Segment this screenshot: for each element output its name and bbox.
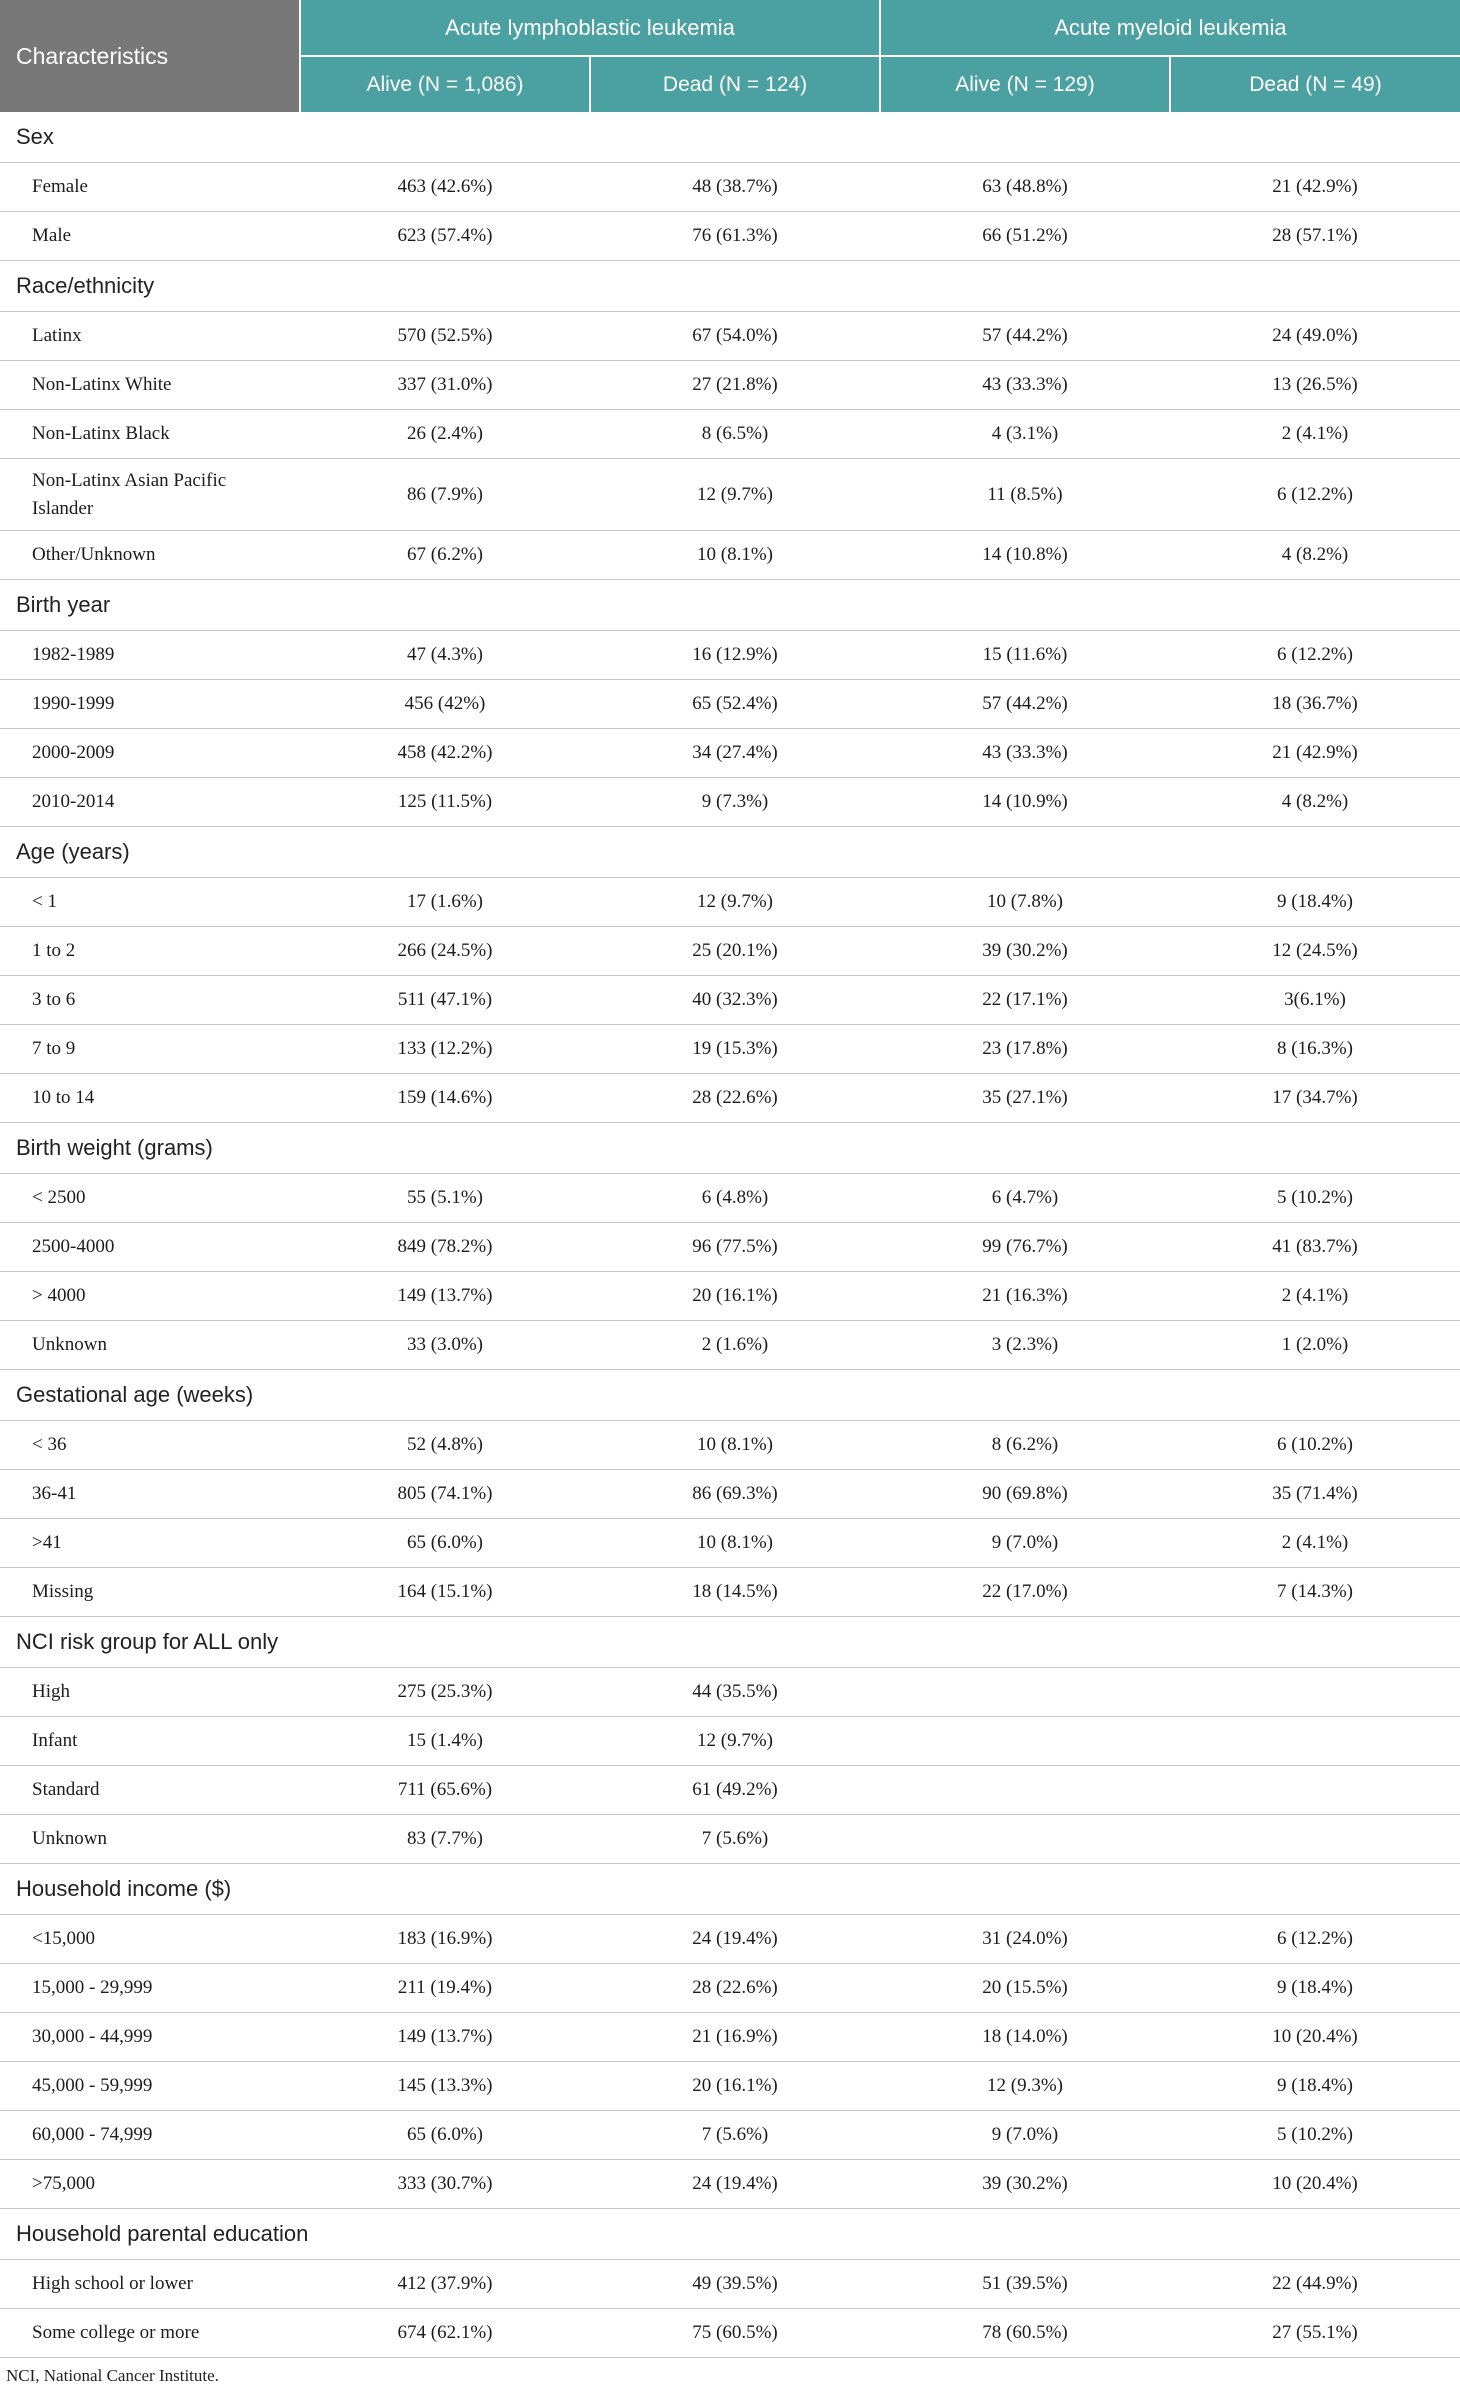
cell-value: 14 (10.8%) [880,531,1170,580]
table-row [0,1519,1460,1568]
cell-value: 20 (15.5%) [880,1964,1170,2013]
cell-value: 8 (16.3%) [1170,1025,1460,1074]
cell-value [1170,1766,1460,1815]
cell-value: 6 (12.2%) [1170,1915,1460,1964]
cell-value: 13 (26.5%) [1170,361,1460,410]
cell-value: 125 (11.5%) [300,778,590,827]
section-title: Gestational age (weeks) [0,1370,1460,1421]
cell-value: 76 (61.3%) [590,212,880,261]
cell-value: 623 (57.4%) [300,212,590,261]
row-label: Female [0,163,300,212]
cell-value: 849 (78.2%) [300,1223,590,1272]
cell-value: 28 (22.6%) [590,1074,880,1123]
cell-value: 7 (14.3%) [1170,1568,1460,1617]
row-label: Non-Latinx White [0,361,300,410]
table-row [0,410,1460,459]
table-row [0,531,1460,580]
cell-value: 2 (1.6%) [590,1321,880,1370]
table-row [0,1470,1460,1519]
cell-value: 21 (42.9%) [1170,729,1460,778]
cell-value: 674 (62.1%) [300,2309,590,2358]
group-header-all: Acute lymphoblastic leukemia [300,0,880,56]
cell-value: 19 (15.3%) [590,1025,880,1074]
cell-value: 39 (30.2%) [880,2160,1170,2209]
cell-value: 2 (4.1%) [1170,1519,1460,1568]
table-row [0,631,1460,680]
cell-value: 463 (42.6%) [300,163,590,212]
cell-value: 5 (10.2%) [1170,2111,1460,2160]
cell-value: 2 (4.1%) [1170,1272,1460,1321]
col-header-all-alive: Alive (N = 1,086) [300,56,590,112]
cell-value: 14 (10.9%) [880,778,1170,827]
table-row [0,878,1460,927]
row-label: 2010-2014 [0,778,300,827]
row-label: Latinx [0,312,300,361]
row-label: Non-Latinx Asian Pacific Islander [0,459,300,531]
cell-value: 6 (12.2%) [1170,459,1460,531]
cell-value: 10 (8.1%) [590,1421,880,1470]
cell-value: 6 (4.7%) [880,1174,1170,1223]
cell-value: 7 (5.6%) [590,1815,880,1864]
section-header-row [0,1370,1460,1421]
cell-value: 7 (5.6%) [590,2111,880,2160]
cell-value: 9 (7.0%) [880,2111,1170,2160]
section-header-row [0,580,1460,631]
cell-value: 11 (8.5%) [880,459,1170,531]
cell-value: 17 (34.7%) [1170,1074,1460,1123]
cell-value: 61 (49.2%) [590,1766,880,1815]
section-title: NCI risk group for ALL only [0,1617,1460,1668]
table-row [0,1668,1460,1717]
cell-value: 67 (54.0%) [590,312,880,361]
cell-value: 63 (48.8%) [880,163,1170,212]
table-row [0,2260,1460,2309]
cell-value: 183 (16.9%) [300,1915,590,1964]
cell-value: 34 (27.4%) [590,729,880,778]
row-label: Male [0,212,300,261]
cell-value: 47 (4.3%) [300,631,590,680]
cell-value: 22 (17.0%) [880,1568,1170,1617]
table-row [0,1074,1460,1123]
cell-value: 12 (9.3%) [880,2062,1170,2111]
cell-value: 51 (39.5%) [880,2260,1170,2309]
cell-value: 15 (1.4%) [300,1717,590,1766]
cell-value: 27 (21.8%) [590,361,880,410]
section-header-row [0,1864,1460,1915]
table-row [0,2062,1460,2111]
section-title: Age (years) [0,827,1460,878]
cell-value: 15 (11.6%) [880,631,1170,680]
table-row [0,1568,1460,1617]
cell-value: 275 (25.3%) [300,1668,590,1717]
cell-value: 10 (7.8%) [880,878,1170,927]
characteristics-header: Characteristics [0,0,300,112]
cell-value: 78 (60.5%) [880,2309,1170,2358]
table-row [0,1915,1460,1964]
cell-value: 805 (74.1%) [300,1470,590,1519]
table-row [0,680,1460,729]
cell-value: 27 (55.1%) [1170,2309,1460,2358]
table-footnote: NCI, National Cancer Institute. [6,2366,219,2386]
row-label: 36-41 [0,1470,300,1519]
section-title: Sex [0,112,1460,163]
cell-value: 86 (7.9%) [300,459,590,531]
cell-value: 10 (8.1%) [590,531,880,580]
cell-value: 65 (52.4%) [590,680,880,729]
cell-value: 86 (69.3%) [590,1470,880,1519]
cell-value: 10 (8.1%) [590,1519,880,1568]
cell-value: 9 (18.4%) [1170,878,1460,927]
cell-value: 4 (8.2%) [1170,778,1460,827]
table-row [0,1321,1460,1370]
table-row [0,1025,1460,1074]
cell-value: 33 (3.0%) [300,1321,590,1370]
row-label: 1982-1989 [0,631,300,680]
section-title: Household parental education [0,2209,1460,2260]
section-title: Household income ($) [0,1864,1460,1915]
section-header-row [0,2209,1460,2260]
cell-value: 18 (14.5%) [590,1568,880,1617]
cell-value: 1 (2.0%) [1170,1321,1460,1370]
cell-value: 90 (69.8%) [880,1470,1170,1519]
section-header-row [0,827,1460,878]
cell-value [1170,1717,1460,1766]
cell-value: 22 (44.9%) [1170,2260,1460,2309]
col-header-aml-alive: Alive (N = 129) [880,56,1170,112]
cell-value: 24 (49.0%) [1170,312,1460,361]
table-row [0,312,1460,361]
cell-value: 67 (6.2%) [300,531,590,580]
cell-value: 20 (16.1%) [590,1272,880,1321]
row-label: < 36 [0,1421,300,1470]
section-title: Birth year [0,580,1460,631]
row-label: < 2500 [0,1174,300,1223]
group-header-row [0,0,1460,56]
table-row [0,1272,1460,1321]
cell-value: 8 (6.2%) [880,1421,1170,1470]
row-label: 15,000 - 29,999 [0,1964,300,2013]
cell-value [880,1668,1170,1717]
cell-value: 12 (24.5%) [1170,927,1460,976]
cell-value [880,1815,1170,1864]
cell-value: 57 (44.2%) [880,312,1170,361]
section-header-row [0,261,1460,312]
cell-value: 31 (24.0%) [880,1915,1170,1964]
row-label: High school or lower [0,2260,300,2309]
cell-value: 266 (24.5%) [300,927,590,976]
cell-value: 337 (31.0%) [300,361,590,410]
table-row [0,2160,1460,2209]
row-label: 2500-4000 [0,1223,300,1272]
section-header-row [0,1617,1460,1668]
table-row [0,1964,1460,2013]
cell-value: 24 (19.4%) [590,1915,880,1964]
cell-value: 55 (5.1%) [300,1174,590,1223]
row-label: 2000-2009 [0,729,300,778]
section-title: Birth weight (grams) [0,1123,1460,1174]
cell-value: 65 (6.0%) [300,1519,590,1568]
cell-value: 711 (65.6%) [300,1766,590,1815]
section-header-row [0,112,1460,163]
cell-value: 145 (13.3%) [300,2062,590,2111]
cell-value: 99 (76.7%) [880,1223,1170,1272]
row-label: 3 to 6 [0,976,300,1025]
row-label: 10 to 14 [0,1074,300,1123]
cell-value: 12 (9.7%) [590,459,880,531]
table-row [0,2013,1460,2062]
cell-value: 49 (39.5%) [590,2260,880,2309]
cell-value: 28 (22.6%) [590,1964,880,2013]
table-row [0,1421,1460,1470]
cell-value: 39 (30.2%) [880,927,1170,976]
cell-value: 40 (32.3%) [590,976,880,1025]
table-row [0,778,1460,827]
cell-value: 26 (2.4%) [300,410,590,459]
table-row [0,163,1460,212]
cell-value: 9 (7.3%) [590,778,880,827]
table-row [0,1815,1460,1864]
col-header-aml-dead: Dead (N = 49) [1170,56,1460,112]
row-label: Unknown [0,1815,300,1864]
row-label: < 1 [0,878,300,927]
cell-value: 57 (44.2%) [880,680,1170,729]
cell-value: 10 (20.4%) [1170,2160,1460,2209]
cell-value: 83 (7.7%) [300,1815,590,1864]
row-label: Some college or more [0,2309,300,2358]
row-label: <15,000 [0,1915,300,1964]
cell-value: 52 (4.8%) [300,1421,590,1470]
cell-value: 23 (17.8%) [880,1025,1170,1074]
cell-value: 66 (51.2%) [880,212,1170,261]
cell-value: 149 (13.7%) [300,2013,590,2062]
cell-value: 6 (12.2%) [1170,631,1460,680]
cell-value [880,1766,1170,1815]
cell-value: 35 (27.1%) [880,1074,1170,1123]
row-label: Standard [0,1766,300,1815]
table-row [0,976,1460,1025]
table-row [0,1717,1460,1766]
cell-value: 48 (38.7%) [590,163,880,212]
cell-value: 458 (42.2%) [300,729,590,778]
cell-value: 5 (10.2%) [1170,1174,1460,1223]
cell-value: 3(6.1%) [1170,976,1460,1025]
row-label: Missing [0,1568,300,1617]
table-row [0,361,1460,410]
table-body [0,112,1460,2358]
row-label: Unknown [0,1321,300,1370]
row-label: 7 to 9 [0,1025,300,1074]
cell-value: 35 (71.4%) [1170,1470,1460,1519]
cell-value: 4 (8.2%) [1170,531,1460,580]
cell-value: 75 (60.5%) [590,2309,880,2358]
cell-value: 22 (17.1%) [880,976,1170,1025]
table-row [0,927,1460,976]
cell-value: 10 (20.4%) [1170,2013,1460,2062]
section-title: Race/ethnicity [0,261,1460,312]
row-label: >75,000 [0,2160,300,2209]
cell-value: 412 (37.9%) [300,2260,590,2309]
cell-value: 8 (6.5%) [590,410,880,459]
cell-value: 333 (30.7%) [300,2160,590,2209]
cell-value: 9 (18.4%) [1170,1964,1460,2013]
cell-value [1170,1815,1460,1864]
row-label: Infant [0,1717,300,1766]
cell-value: 24 (19.4%) [590,2160,880,2209]
cell-value: 456 (42%) [300,680,590,729]
cell-value: 17 (1.6%) [300,878,590,927]
row-label: 60,000 - 74,999 [0,2111,300,2160]
cell-value: 6 (10.2%) [1170,1421,1460,1470]
cell-value: 2 (4.1%) [1170,410,1460,459]
cell-value: 21 (16.3%) [880,1272,1170,1321]
row-label: 1990-1999 [0,680,300,729]
cell-value: 96 (77.5%) [590,1223,880,1272]
cell-value: 211 (19.4%) [300,1964,590,2013]
cell-value: 18 (14.0%) [880,2013,1170,2062]
table-row [0,1174,1460,1223]
group-header-aml: Acute myeloid leukemia [880,0,1460,56]
cell-value: 3 (2.3%) [880,1321,1170,1370]
cell-value: 12 (9.7%) [590,878,880,927]
table-row [0,729,1460,778]
table-row [0,2309,1460,2358]
cell-value: 9 (18.4%) [1170,2062,1460,2111]
cell-value: 12 (9.7%) [590,1717,880,1766]
cell-value: 21 (16.9%) [590,2013,880,2062]
cell-value: 20 (16.1%) [590,2062,880,2111]
table-row [0,1223,1460,1272]
table-row [0,459,1460,531]
table-row [0,2111,1460,2160]
cell-value: 133 (12.2%) [300,1025,590,1074]
row-label: High [0,1668,300,1717]
cell-value: 570 (52.5%) [300,312,590,361]
cell-value: 43 (33.3%) [880,729,1170,778]
cell-value: 6 (4.8%) [590,1174,880,1223]
cell-value [880,1717,1170,1766]
row-label: 1 to 2 [0,927,300,976]
cell-value: 164 (15.1%) [300,1568,590,1617]
cell-value: 25 (20.1%) [590,927,880,976]
cell-value: 41 (83.7%) [1170,1223,1460,1272]
row-label: Other/Unknown [0,531,300,580]
cell-value: 21 (42.9%) [1170,163,1460,212]
table-row [0,1766,1460,1815]
table-header [0,0,1460,112]
cell-value: 28 (57.1%) [1170,212,1460,261]
cell-value: 159 (14.6%) [300,1074,590,1123]
cell-value: 4 (3.1%) [880,410,1170,459]
row-label: >41 [0,1519,300,1568]
col-header-all-dead: Dead (N = 124) [590,56,880,112]
row-label: > 4000 [0,1272,300,1321]
cell-value: 43 (33.3%) [880,361,1170,410]
row-label: 45,000 - 59,999 [0,2062,300,2111]
cell-value: 18 (36.7%) [1170,680,1460,729]
cell-value: 9 (7.0%) [880,1519,1170,1568]
table-row [0,212,1460,261]
cell-value: 44 (35.5%) [590,1668,880,1717]
cell-value: 511 (47.1%) [300,976,590,1025]
cell-value: 149 (13.7%) [300,1272,590,1321]
cell-value: 16 (12.9%) [590,631,880,680]
cell-value [1170,1668,1460,1717]
cell-value: 65 (6.0%) [300,2111,590,2160]
row-label: Non-Latinx Black [0,410,300,459]
row-label: 30,000 - 44,999 [0,2013,300,2062]
section-header-row [0,1123,1460,1174]
